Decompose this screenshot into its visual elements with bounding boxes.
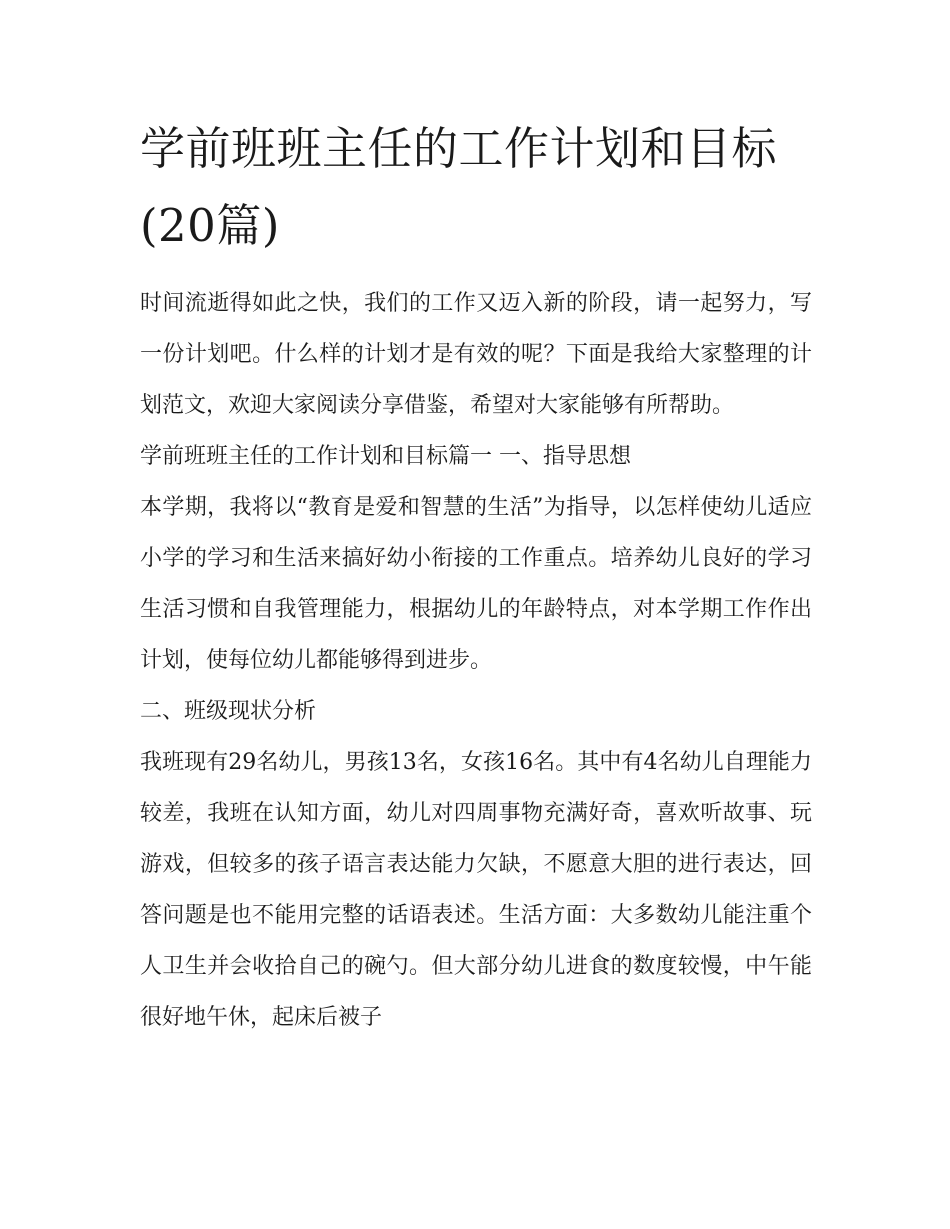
class-analysis-paragraph: 我班现有29名幼儿，男孩13名，女孩16名。其中有4名幼儿自理能力较差，我班在认知方面，幼儿对四周事物充满好奇，喜欢听故事、玩游戏，但较多的孩子语言表达能力欠缺，不愿意大胆的进行表达，回答问题是也不能用完整的话语表述。生活方面：大多数幼儿能注重个人卫生并会收拾自己的碗勺。但大部分幼儿进食的数度较慢，中午能很好地午休，起床后被子 xyxy=(140,750,812,1030)
guiding-ideology-paragraph: 本学期，我将以“教育是爱和智慧的生活”为指导，以怎样使幼儿适应小学的学习和生活来搞好幼小衔接的工作重点。培养幼儿良好的学习生活习惯和自我管理能力，根据幼儿的年龄特点，对本学期工作作出计划，使每位幼儿都能够得到进步。 xyxy=(140,495,812,673)
section-heading-class-analysis: 二、班级现状分析 xyxy=(140,699,317,724)
document-title: 学前班班主任的工作计划和目标(20篇) xyxy=(140,122,778,252)
document-page xyxy=(140,110,812,1043)
intro-paragraph: 时间流逝得如此之快，我们的工作又迈入新的阶段，请一起努力，写一份计划吧。什么样的计划才是有效的呢？下面是我给大家整理的计划范文，欢迎大家阅读分享借鉴，希望对大家能够有所帮助。 xyxy=(140,291,812,418)
section-heading-guiding-ideology: 学前班班主任的工作计划和目标篇一 一、指导思想 xyxy=(140,444,631,469)
